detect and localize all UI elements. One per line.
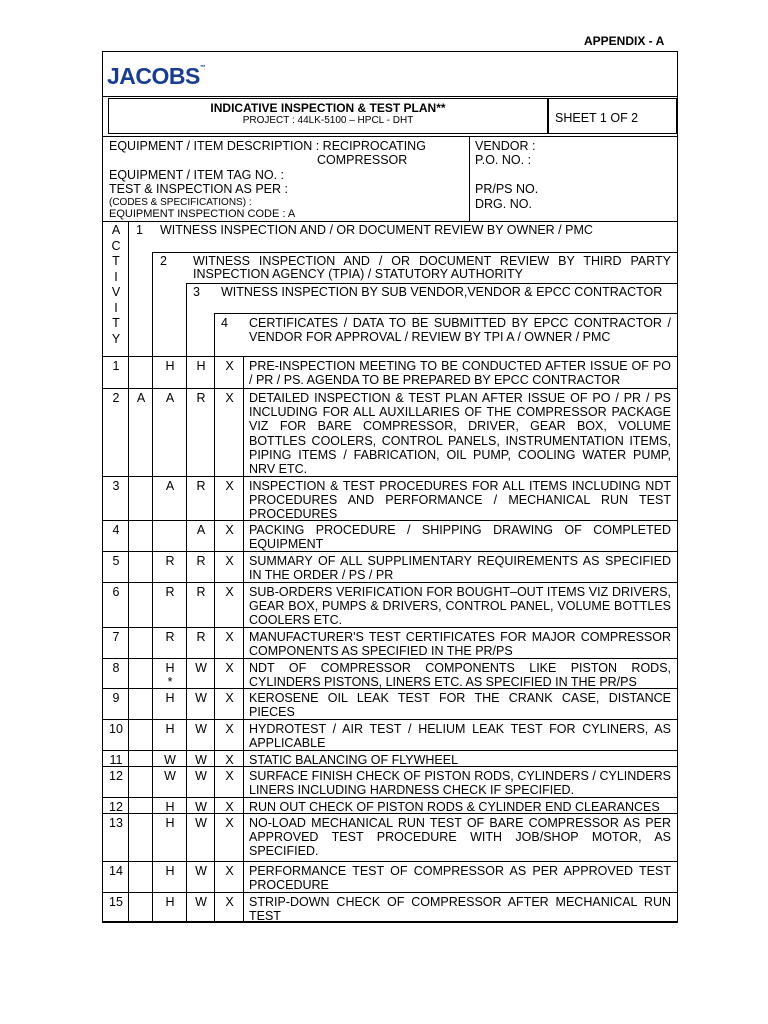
legend-3-text: WITNESS INSPECTION BY SUB VENDOR,VENDOR & EPCC CONTRACTOR [221, 285, 663, 299]
legend-4-text-cont: VENDOR FOR APPROVAL / REVIEW BY TPI A / OWNER / PMC [249, 330, 611, 344]
row-divider [102, 658, 678, 659]
row-number: 5 [112, 554, 120, 568]
activity-3-code: H [196, 359, 206, 373]
activity-4-code: X [225, 630, 234, 644]
row-number: 14 [109, 864, 123, 878]
project-line: PROJECT : 44LK-5100 – HPCL - DHT [242, 115, 414, 126]
legend-4-text: CERTIFICATES / DATA TO BE SUBMITTED BY EPCC CONTRACTOR / [249, 316, 671, 330]
activity-3-code: W [195, 769, 207, 783]
logo-trademark: ™ [199, 65, 206, 71]
row-number: 9 [112, 691, 120, 705]
activity-2-code: H [165, 864, 175, 878]
vendor-label: VENDOR : [475, 139, 536, 153]
codes-specifications: (CODES & SPECIFICATIONS) : [109, 197, 252, 208]
activity-3-code: W [195, 816, 207, 830]
activity-3-code: R [196, 554, 206, 568]
activity-3-code: R [196, 391, 206, 405]
activity-2-code: H [165, 691, 175, 705]
row-number: 15 [109, 895, 123, 909]
row-divider [102, 922, 678, 923]
row-description: MANUFACTURER'S TEST CERTIFICATES FOR MAJOR COMPRESSOR COMPONENTS AS SPECIFIED IN THE PR/PS [249, 630, 671, 659]
appendix-label: APPENDIX - A [584, 34, 665, 48]
jacobs-logo [107, 63, 206, 90]
prps-number-label: PR/PS NO. [475, 182, 539, 196]
activity-letter: I [114, 269, 118, 284]
row-number: 10 [109, 722, 123, 736]
activity-4-code: X [225, 554, 234, 568]
activity-4-code: X [225, 523, 234, 537]
activity-4-code: X [225, 800, 234, 814]
activity-4-code: X [225, 864, 234, 878]
row-description: NDT OF COMPRESSOR COMPONENTS LIKE PISTON RODS, CYLINDERS PISTONS, LINERS ETC. AS SPECIFIED IN THE PR/PS [249, 661, 671, 690]
legend-4-number: 4 [221, 316, 228, 330]
legend-2-number: 2 [160, 254, 167, 268]
activity-4-code: X [225, 661, 234, 675]
equipment-tag-no: EQUIPMENT / ITEM TAG NO. : [109, 168, 285, 182]
row-divider [102, 719, 678, 720]
row-number: 7 [112, 630, 120, 644]
activity-3-code: A [196, 523, 206, 537]
activity-2-code: W [164, 753, 176, 767]
activity-3-code: W [195, 753, 207, 767]
row-description: KEROSENE OIL LEAK TEST FOR THE CRANK CASE, DISTANCE PIECES [249, 691, 671, 720]
row-description: HYDROTEST / AIR TEST / HELIUM LEAK TEST FOR CYLINERS, AS APPLICABLE [249, 722, 671, 751]
activity-4-code: X [225, 895, 234, 909]
row-description: PERFORMANCE TEST OF COMPRESSOR AS PER APPROVED TEST PROCEDURE [249, 864, 671, 893]
inspection-code: EQUIPMENT INSPECTION CODE : A [109, 208, 296, 220]
row-divider [102, 551, 678, 552]
row-divider [102, 813, 678, 814]
activity-2-code: H [165, 816, 175, 830]
row-number: 3 [112, 479, 120, 493]
activity-2-code: H [165, 359, 175, 373]
activity-3-code: W [195, 800, 207, 814]
row-divider [102, 797, 678, 798]
equipment-description: EQUIPMENT / ITEM DESCRIPTION : RECIPROCATING [109, 139, 426, 153]
page-title: INDICATIVE INSPECTION & TEST PLAN** [210, 101, 446, 115]
row-description: PACKING PROCEDURE / SHIPPING DRAWING OF COMPLETED EQUIPMENT [249, 523, 671, 552]
row-divider [102, 520, 678, 521]
title-box [108, 98, 548, 134]
row-description: SURFACE FINISH CHECK OF PISTON RODS, CYLINDERS / CYLINDERS LINERS INCLUDING HARDNESS CHECK IF SPECIFIED. [249, 769, 671, 798]
activity-4-code: X [225, 753, 234, 767]
activity-2-code: A [165, 391, 175, 405]
activity-letter: V [111, 285, 121, 299]
activity-4-code: X [225, 722, 234, 736]
row-divider [102, 750, 678, 751]
row-description: SUB-ORDERS VERIFICATION FOR BOUGHT–OUT ITEMS VIZ DRIVERS, GEAR BOX, PUMPS & DRIVERS, CONTROL PANEL, VOLUME BOTTLES COOLERS ETC. [249, 585, 671, 628]
row-divider [102, 582, 678, 583]
activity-3-code: R [196, 630, 206, 644]
activity-3-code: W [195, 864, 207, 878]
activity-3-code: R [196, 585, 206, 599]
row-divider [102, 476, 678, 477]
row-number: 12 [109, 800, 123, 814]
activity-4-code: X [225, 585, 234, 599]
activity-2-code: A [165, 479, 175, 493]
row-description: STRIP-DOWN CHECK OF COMPRESSOR AFTER MECHANICAL RUN TEST [249, 895, 671, 924]
legend-2-text-cont: INSPECTION AGENCY (TPIA) / STATUTORY AUTHORITY [193, 267, 523, 281]
activity-letter: C [111, 238, 121, 253]
activity-letter: A [111, 223, 121, 237]
row-divider [102, 688, 678, 689]
activity-4-code: X [225, 769, 234, 783]
row-divider [102, 892, 678, 893]
activity-letter: Y [111, 331, 121, 346]
activity-2-code: H [165, 895, 175, 909]
row-divider [102, 388, 678, 389]
legend-3-number: 3 [193, 285, 200, 299]
row-number: 6 [112, 585, 120, 599]
activity-letter: T [112, 254, 120, 268]
row-divider [102, 766, 678, 767]
activity-3-code: W [195, 661, 207, 675]
activity-2-code: H [165, 800, 175, 814]
activity-1-code: A [136, 391, 146, 405]
sheet-number: SHEET 1 OF 2 [555, 111, 639, 125]
activity-2-code: W [164, 769, 176, 783]
row-description: PRE-INSPECTION MEETING TO BE CONDUCTED AFTER ISSUE OF PO / PR / PS. AGENDA TO BE PREPARED BY EPCC CONTRACTOR [249, 359, 671, 388]
row-divider [102, 627, 678, 628]
row-description: RUN OUT CHECK OF PISTON RODS & CYLINDER END CLEARANCES [249, 800, 660, 814]
row-description: INSPECTION & TEST PROCEDURES FOR ALL ITEMS INCLUDING NDT PROCEDURES AND PERFORMANCE / MECHANICAL RUN TEST PROCEDURES [249, 479, 671, 522]
activity-2-code: H [165, 722, 175, 736]
logo-text: JACOBS [107, 63, 200, 89]
row-number: 4 [112, 523, 120, 537]
row-number: 2 [112, 391, 120, 405]
activity-3-code: W [195, 691, 207, 705]
row-description: SUMMARY OF ALL SUPPLIMENTARY REQUIREMENTS AS SPECIFIED IN THE ORDER / PS / PR [249, 554, 671, 583]
activity-4-code: X [225, 816, 234, 830]
activity-4-code: X [225, 479, 234, 493]
activity-2-code: H * [165, 661, 175, 689]
activity-4-code: X [225, 391, 234, 405]
row-number: 12 [109, 769, 123, 783]
activity-2-code: R [165, 554, 175, 568]
activity-2-code: R [165, 585, 175, 599]
activity-3-code: W [195, 895, 207, 909]
drawing-number-label: DRG. NO. [475, 197, 532, 211]
row-number: 8 [112, 661, 120, 675]
activity-letter: I [114, 300, 118, 315]
activity-2-code: R [165, 630, 175, 644]
activity-4-code: X [225, 359, 234, 373]
po-number-label: P.O. NO. : [475, 153, 532, 167]
row-description: STATIC BALANCING OF FLYWHEEL [249, 753, 459, 767]
legend-1-number: 1 [136, 223, 143, 237]
activity-3-code: W [195, 722, 207, 736]
legend-1-text: WITNESS INSPECTION AND / OR DOCUMENT REVIEW BY OWNER / PMC [160, 223, 593, 237]
row-description: NO-LOAD MECHANICAL RUN TEST OF BARE COMPRESSOR AS PER APPROVED TEST PROCEDURE WITH JOB/SHOP MOTOR, AS SPECIFIED. [249, 816, 671, 859]
row-number: 13 [109, 816, 123, 830]
row-divider [102, 861, 678, 862]
activity-vertical-label [108, 223, 124, 347]
row-description: DETAILED INSPECTION & TEST PLAN AFTER ISSUE OF PO / PR / PS INCLUDING FOR ALL AUXILLARIES OF THE COMPRESSOR PACKAGE VIZ FOR BARE COMPRESSOR, DRIVER, GEAR BOX, VOLUME BOTTLES COOLERS, CONTROL PANELS, INSTRUMENTATION ITEMS, PIPING ITEMS / FABRICATION, OIL PUMP, COOLING WATER PUMP, NRV ETC. [249, 391, 671, 477]
row-number: 11 [109, 753, 123, 767]
activity-letter: T [112, 316, 120, 330]
legend-2-text: WITNESS INSPECTION AND / OR DOCUMENT REVIEW BY THIRD PARTY [193, 254, 671, 268]
activity-4-code: X [225, 691, 234, 705]
inspection-as-per: TEST & INSPECTION AS PER : [109, 182, 288, 196]
row-number: 1 [112, 359, 120, 373]
equipment-description-cont: COMPRESSOR [317, 153, 408, 167]
activity-3-code: R [196, 479, 206, 493]
sheet-box [548, 98, 677, 134]
